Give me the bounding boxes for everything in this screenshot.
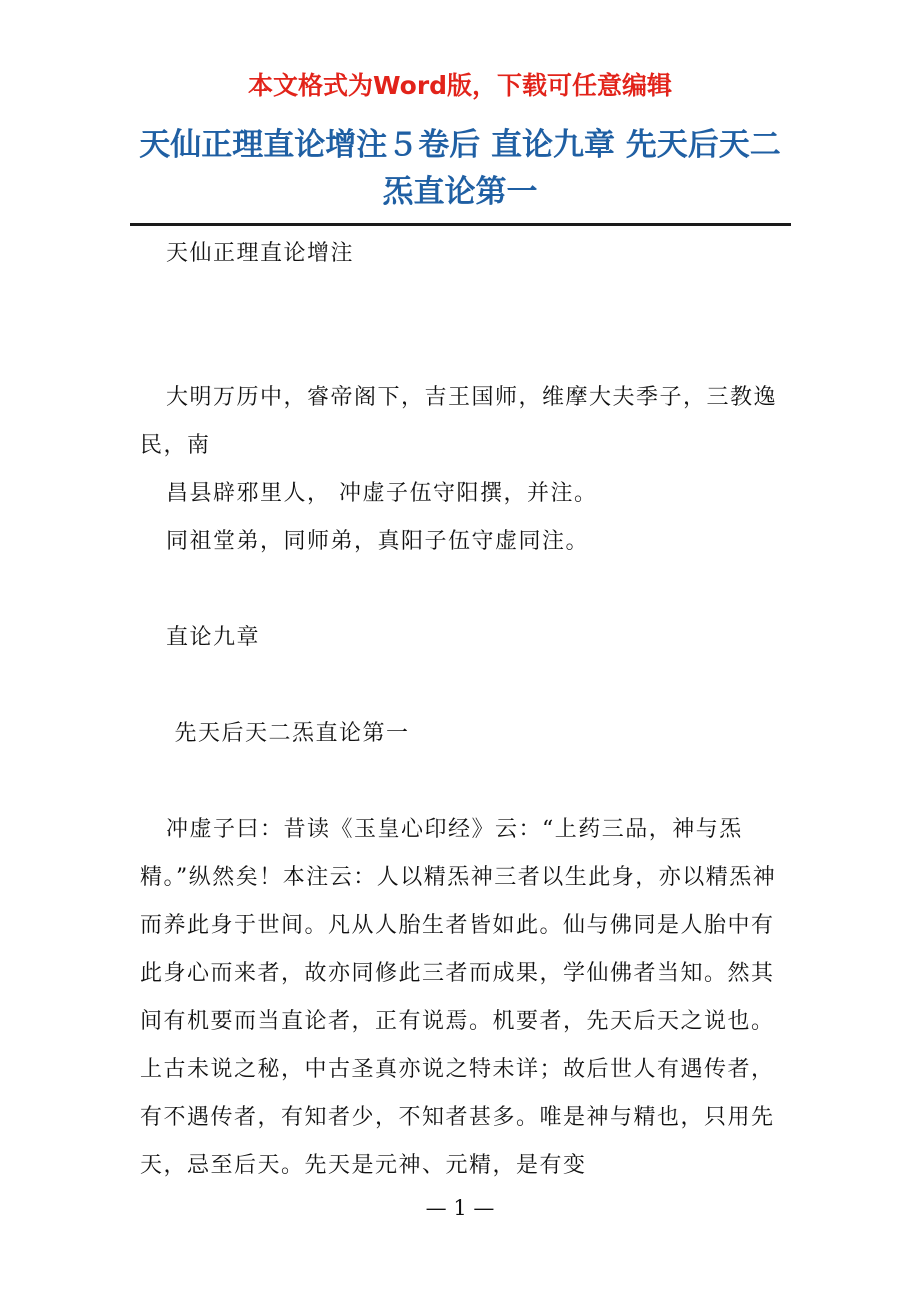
page-number: — 1 — bbox=[425, 1196, 495, 1220]
chapter-title: 先天后天二炁直论第一 bbox=[166, 721, 410, 746]
title-divider bbox=[130, 223, 791, 226]
book-name: 天仙正理直论增注 bbox=[166, 241, 355, 266]
document-title: 天仙正理直论增注５卷后 直论九章 先天后天二炁直论第一 bbox=[139, 127, 781, 210]
download-notice: 本文格式为Word版，下载可任意编辑 bbox=[247, 71, 673, 100]
author-line-1: 大明万历中，睿帝阁下，吉王国师，维摩大夫季子，三教逸民，南 bbox=[140, 385, 778, 458]
author-line-2: 昌县辟邪里人， 冲虚子伍守阳撰，并注。 bbox=[166, 481, 598, 506]
author-line-3: 同祖堂弟，同师弟，真阳子伍守虚同注。 bbox=[166, 529, 590, 554]
section-title: 直论九章 bbox=[166, 625, 261, 650]
body-paragraph: 冲虚子曰：昔读《玉皇心印经》云：“上药三品，神与炁精。”纵然矣！本注云：人以精炁神三者以生此身，亦以精炁神而养此身于世间。凡从人胎生者皆如此。仙与佛同是人胎中有此身心而来者，故亦同修此三者而成果，学仙佛者当知。然其间有机要而当直论者，正有说焉。机要者，先天后天之说也。上古未说之秘，中古圣真亦说之特未详；故后世人有遇传者，有不遇传者，有知者少，不知者甚多。唯是神与精也，只用先天，忌至后天。先天是元神、元精，是有变 bbox=[140, 817, 777, 1178]
